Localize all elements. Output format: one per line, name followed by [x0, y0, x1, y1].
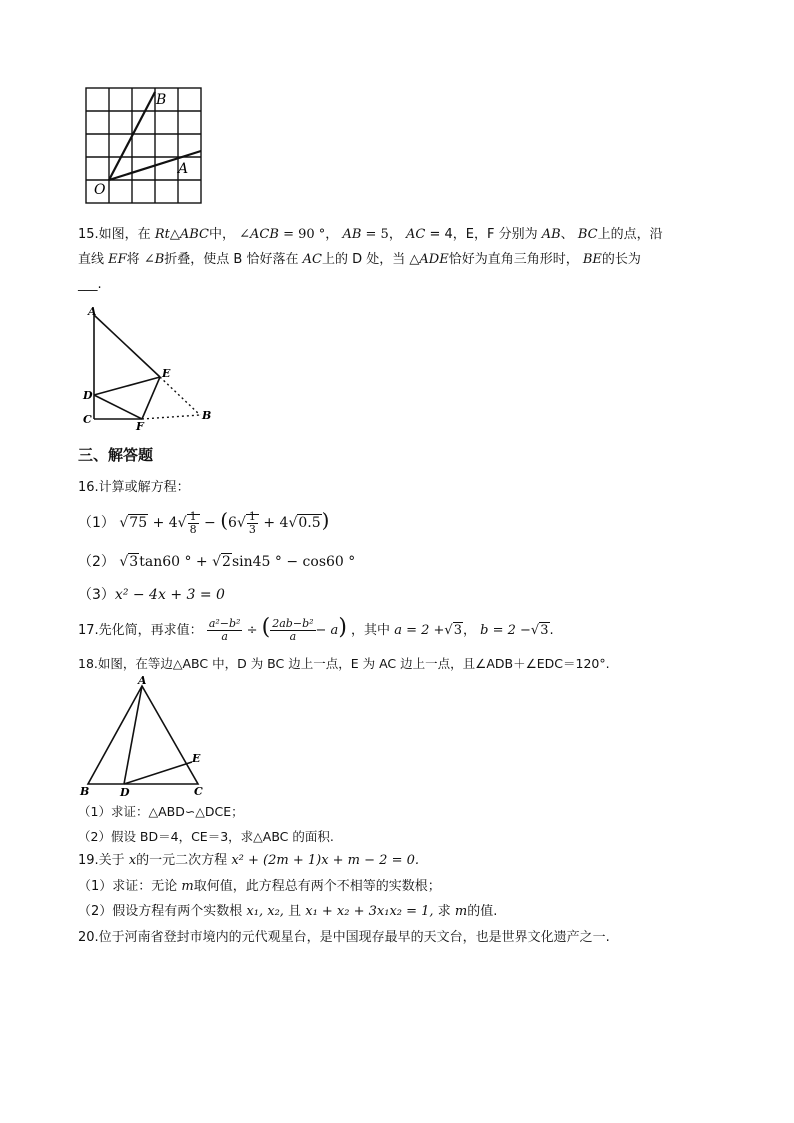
q18-label-d: D [120, 786, 130, 798]
q18-label-e: E [192, 752, 201, 765]
grid-figure [80, 84, 206, 208]
q18-label-b: B [80, 785, 90, 798]
q16-part1: （1） √75 + 4√ $\frac{1}{8}$ − (6√ $\frac{1}{3}$ + 4√0.5) [78, 508, 330, 536]
q15-label-c: C [83, 413, 92, 426]
q16-part3: （3）x² − 4x + 3 = 0 [78, 587, 225, 603]
q19-stem: 19.关于 x的一元二次方程 x² + (2m + 1)x + m − 2 = 0. [78, 853, 420, 868]
q19-part2: （2）假设方程有两个实数根 x₁, x₂, 且 x₁ + x₂ + 3x₁x₂ = 1, 求 m的值. [78, 904, 498, 919]
q18-triangle-figure [76, 674, 212, 798]
q18-label-c: C [194, 785, 203, 798]
q19-part1: （1）求证：无论 m取何值，此方程总有两个不相等的实数根； [78, 879, 441, 894]
label-b: B [156, 92, 167, 108]
label-a: A [178, 161, 189, 177]
label-o: O [94, 182, 106, 198]
q20-text: 20.位于河南省登封市境内的元代观星台，是中国现存最早的天文台，也是世界文化遗产之一. [78, 930, 610, 945]
q18-part2: （2）假设 BD＝4，CE＝3，求△ABC 的面积. [78, 829, 334, 844]
q15-label-d: D [83, 389, 93, 402]
section-title: 三、解答题 [78, 446, 154, 464]
q15-line2: 直线 EF将 ∠B折叠，使点 B 恰好落在 AC上的 D 处，当 △ADE恰好为直角三角形时， BE的长为 [78, 252, 641, 267]
q15-label-a: A [88, 305, 97, 318]
q15-label-e: E [162, 367, 171, 380]
q15-label-b: B [202, 409, 212, 422]
q15-blank: ___. [78, 277, 102, 292]
q15-line1: 15.如图，在 Rt△ABC中， ∠ACB = 90 °， AB = 5， AC = 4，E，F 分别为 AB、 BC上的点，沿 [78, 227, 663, 242]
q16-title: 16.计算或解方程： [78, 480, 190, 495]
q18-text: 18.如图，在等边△ABC 中，D 为 BC 边上一点，E 为 AC 边上一点，且∠ADB＋∠EDC＝120°. [78, 656, 610, 671]
q18-part1: （1）求证：△ABD∽△DCE； [78, 804, 244, 819]
q17: 17.先化简，再求值： $\frac{\text{a²−b²}}{a}$ ÷ ( $\frac{\text{2ab−b²}}{a}$ − a) ，其中 a = 2 +√3， b = 2 −√3. [78, 615, 554, 643]
q18-label-a: A [138, 674, 147, 687]
q16-part2: （2） √3tan60 ° + √2sin45 ° − cos60 ° [78, 554, 356, 570]
q15-triangle-figure [80, 303, 220, 431]
q15-label-f: F [136, 420, 144, 431]
